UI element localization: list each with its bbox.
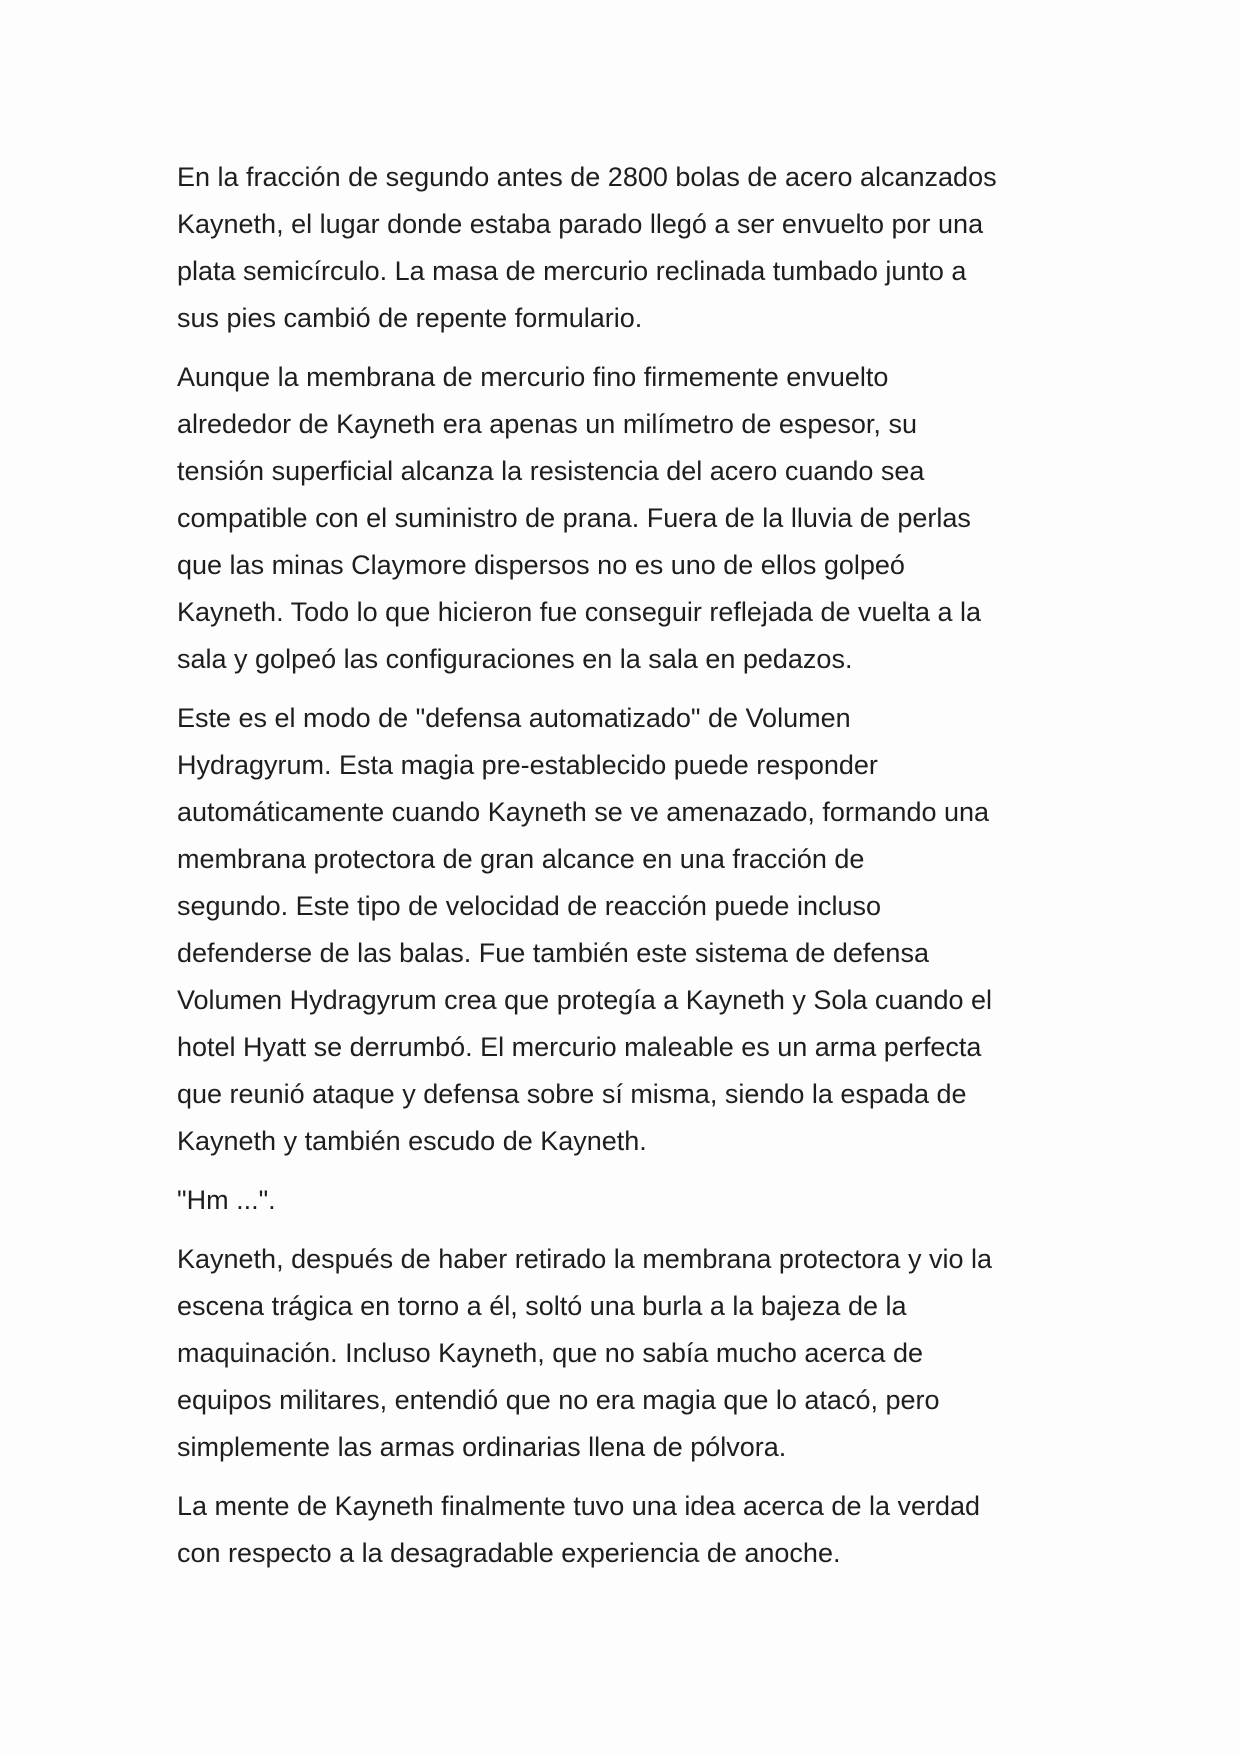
paragraph xyxy=(177,154,1077,342)
text-line: Kayneth, el lugar donde estaba parado llegó a ser envuelto por una xyxy=(177,209,984,239)
text-line: Kayneth y también escudo de Kayneth. xyxy=(177,1126,647,1156)
text-line: con respecto a la desagradable experiencia de anoche. xyxy=(177,1538,841,1568)
text-line: hotel Hyatt se derrumbó. El mercurio maleable es un arma perfecta xyxy=(177,1032,982,1062)
text-line: compatible con el suministro de prana. Fuera de la lluvia de perlas xyxy=(177,503,971,533)
text-line: que reunió ataque y defensa sobre sí misma, siendo la espada de xyxy=(177,1079,967,1109)
text-line: automáticamente cuando Kayneth se ve amenazado, formando una xyxy=(177,797,990,827)
text-line: que las minas Claymore dispersos no es uno de ellos golpeó xyxy=(177,550,905,580)
text-line: sala y golpeó las configuraciones en la sala en pedazos. xyxy=(177,644,853,674)
text-line: simplemente las armas ordinarias llena de pólvora. xyxy=(177,1432,787,1462)
paragraph xyxy=(177,1177,1077,1224)
text-line: alrededor de Kayneth era apenas un milímetro de espesor, su xyxy=(177,409,917,439)
text-line: equipos militares, entendió que no era magia que lo atacó, pero xyxy=(177,1385,940,1415)
text-line: plata semicírculo. La masa de mercurio reclinada tumbado junto a xyxy=(177,256,967,286)
text-line: tensión superficial alcanza la resistencia del acero cuando sea xyxy=(177,456,925,486)
text-line: membrana protectora de gran alcance en una fracción de xyxy=(177,844,865,874)
text-line: "Hm ...". xyxy=(177,1185,276,1215)
text-line: Este es el modo de "defensa automatizado" de Volumen xyxy=(177,703,851,733)
text-line: sus pies cambió de repente formulario. xyxy=(177,303,643,333)
paragraph xyxy=(177,695,1077,1165)
text-line: Aunque la membrana de mercurio fino firmemente envuelto xyxy=(177,362,889,392)
text-line: segundo. Este tipo de velocidad de reacción puede incluso xyxy=(177,891,881,921)
paragraph xyxy=(177,1483,1077,1577)
text-line: Volumen Hydragyrum crea que protegía a Kayneth y Sola cuando el xyxy=(177,985,992,1015)
document-body xyxy=(177,154,1077,1589)
text-line: La mente de Kayneth finalmente tuvo una idea acerca de la verdad xyxy=(177,1491,981,1521)
text-line: maquinación. Incluso Kayneth, que no sabía mucho acerca de xyxy=(177,1338,923,1368)
text-line: defenderse de las balas. Fue también este sistema de defensa xyxy=(177,938,929,968)
text-line: Kayneth, después de haber retirado la membrana protectora y vio la xyxy=(177,1244,992,1274)
paragraph xyxy=(177,354,1077,683)
text-line: Kayneth. Todo lo que hicieron fue conseguir reflejada de vuelta a la xyxy=(177,597,982,627)
paragraph xyxy=(177,1236,1077,1471)
text-line: Hydragyrum. Esta magia pre-establecido puede responder xyxy=(177,750,878,780)
text-line: En la fracción de segundo antes de 2800 bolas de acero alcanzados xyxy=(177,162,997,192)
text-line: escena trágica en torno a él, soltó una burla a la bajeza de la xyxy=(177,1291,907,1321)
